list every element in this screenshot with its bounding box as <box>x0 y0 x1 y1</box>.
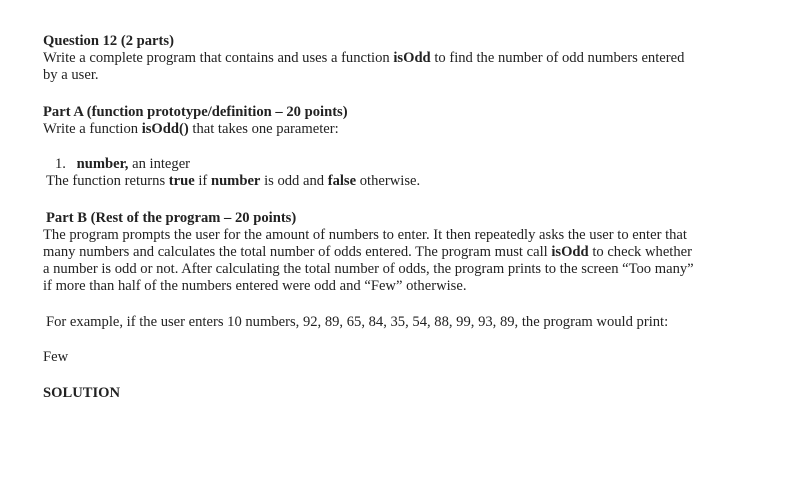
part-b-line-2 <box>43 244 763 261</box>
part-a-block <box>43 104 763 190</box>
part-a-title: Part A (function prototype/definition – 20 points) <box>43 104 348 120</box>
example-text: For example, if the user enters 10 numbers, 92, 89, 65, 84, 35, 54, 88, 99, 93, 89, the program would print: <box>46 314 669 330</box>
parameter-description: an integer <box>128 156 191 172</box>
question-intro-line2: by a user. <box>43 67 99 83</box>
returns-text-b: if <box>194 173 211 189</box>
question-intro-text: Write a complete program that contains and uses a function <box>43 50 394 66</box>
part-b-line-2-end: to check whether <box>588 244 692 260</box>
part-a-desc-text-end: that takes one parameter: <box>188 121 339 137</box>
part-b-block <box>43 210 763 295</box>
returns-text-c: is odd and <box>260 173 328 189</box>
example-output: Few <box>43 349 69 365</box>
part-b-line-1: The program prompts the user for the amount of numbers to enter. It then repeatedly asks the user to enter that <box>43 227 687 243</box>
parameter-name: number, <box>76 156 129 172</box>
part-b-line-2-text: many numbers and calculates the total number of odds entered. The program must call <box>43 244 552 260</box>
part-a-desc-text: Write a function <box>43 121 142 137</box>
document-page <box>43 33 763 402</box>
question-title: Question 12 (2 parts) <box>43 33 174 49</box>
part-a-description <box>43 121 763 138</box>
part-b-title: Part B (Rest of the program – 20 points) <box>46 210 297 226</box>
part-b-body <box>43 227 763 295</box>
part-a-desc-function: isOdd() <box>141 121 189 137</box>
returns-text-a: The function returns <box>46 173 169 189</box>
returns-false: false <box>327 173 357 189</box>
part-b-line-3: a number is odd or not. After calculating the total number of odds, the program prints to the screen “Too many” <box>43 261 694 277</box>
returns-number: number <box>210 173 261 189</box>
question-intro-function: isOdd <box>393 50 431 66</box>
part-b-line-4: if more than half of the numbers entered were odd and “Few” otherwise. <box>43 278 467 294</box>
question-block <box>43 33 763 84</box>
returns-true: true <box>168 173 195 189</box>
question-intro-text-end: to find the number of odd numbers entered <box>430 50 685 66</box>
returns-text-d: otherwise. <box>356 173 421 189</box>
part-a-returns <box>43 173 763 190</box>
solution-heading: SOLUTION <box>43 385 121 401</box>
list-number: 1. <box>55 156 66 172</box>
parameter-list-item <box>43 156 763 173</box>
question-intro <box>43 50 763 67</box>
part-b-line-2-function: isOdd <box>551 244 589 260</box>
